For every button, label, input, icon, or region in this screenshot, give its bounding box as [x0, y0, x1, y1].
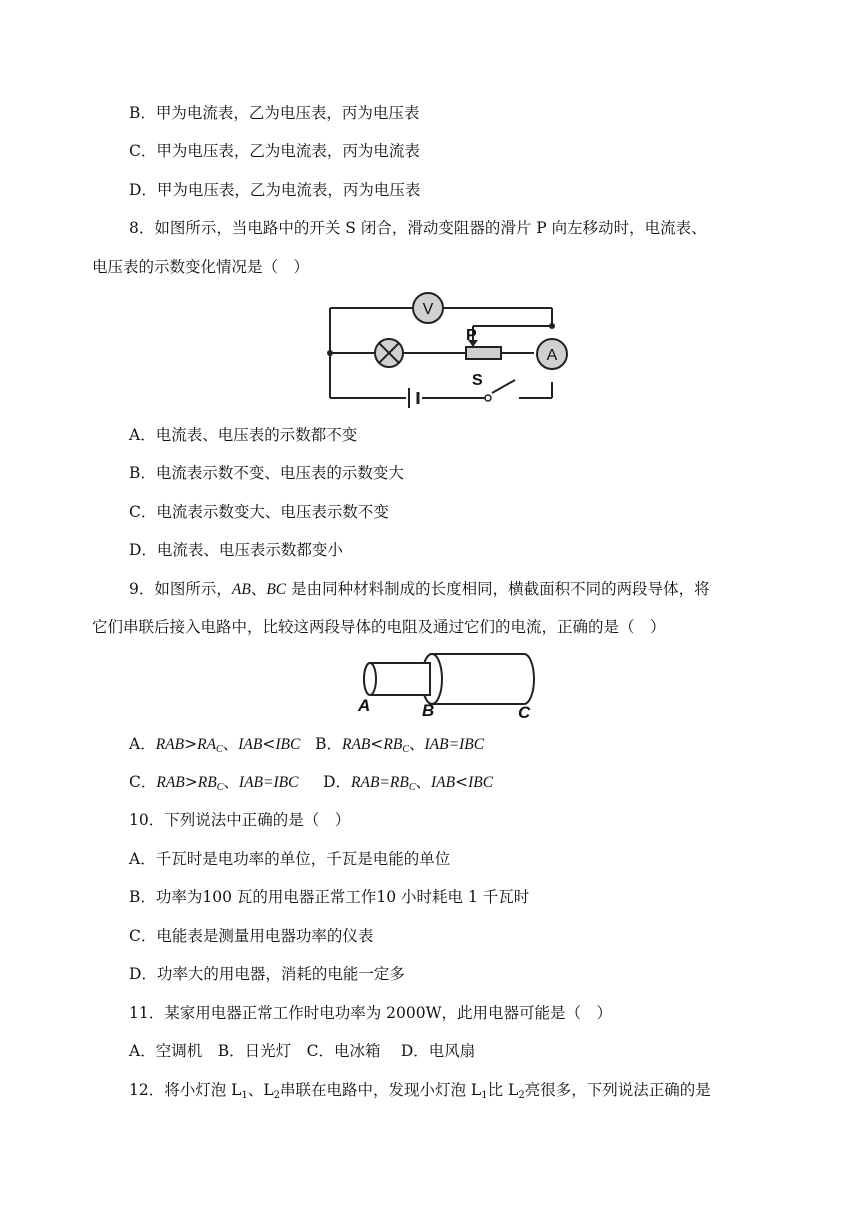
q12-stem: 12．将小灯泡 $L_1$、$L_2$串联在电路中，发现小灯泡 $L_1$比 $L_2$亮很多，下列说法正确的是: [129, 1081, 711, 1101]
q8-option-c: C．电流表示数变大、电压表示数不变: [129, 503, 389, 521]
rheostat-symbol: [466, 347, 501, 359]
q8-circuit-diagram: [320, 290, 580, 415]
conductor-ab: AB: [231, 581, 251, 598]
label-c: C: [518, 703, 531, 722]
q9-options-ab: A．$RAB>RA_C$、IAB<IBC B．$RAB<RB_C$、IAB=IBC: [129, 735, 485, 755]
q7-option-d: D．甲为电压表，乙为电流表，丙为电压表: [129, 181, 421, 199]
q8-option-a: A．电流表、电压表的示数都不变: [129, 426, 358, 444]
q8-option-d: D．电流表、电压表示数都变小: [129, 541, 343, 559]
q8-stem-line1: 8．如图所示，当电路中的开关 S 闭合，滑动变阻器的滑片 P 向左移动时，电流表、: [129, 219, 707, 237]
q9-conductor-diagram: [352, 646, 547, 722]
q10-option-a: A．千瓦时是电功率的单位，千瓦是电能的单位: [129, 850, 451, 868]
conductor-bc: BC: [266, 581, 287, 598]
q11-stem: 11．某家用电器正常工作时电功率为 2000W，此用电器可能是（ ）: [129, 1004, 613, 1022]
voltmeter-label: V: [422, 301, 434, 318]
label-b: B: [422, 701, 435, 720]
label-a: A: [358, 696, 371, 715]
q7-option-b: B．甲为电流表，乙为电压表，丙为电压表: [129, 104, 420, 122]
q10-option-c: C．电能表是测量用电器功率的仪表: [129, 927, 374, 945]
q10-option-b: B．功率为100 瓦的用电器正常工作10 小时耗电 1 千瓦时: [129, 888, 530, 906]
q11-options: A．空调机 B．日光灯 C．电冰箱 D．电风扇: [129, 1042, 476, 1060]
q7-option-c: C．甲为电压表，乙为电流表，丙为电流表: [129, 142, 420, 160]
switch-label: S: [472, 372, 483, 389]
q9-stem-line2: 它们串联后接入电路中，比较这两段导体的电阻及通过它们的电流，正确的是（ ）: [92, 618, 666, 636]
q9-stem-line1: 9．如图所示，AB、BC 是由同种材料制成的长度相同，横截面积不同的两段导体，将: [129, 580, 710, 598]
q10-stem: 10．下列说法中正确的是（ ）: [129, 811, 351, 829]
slider-label: P: [466, 327, 477, 344]
q8-stem-line2: 电压表的示数变化情况是（ ）: [92, 258, 310, 276]
switch-contact: [485, 395, 491, 401]
ammeter-label: A: [546, 347, 558, 364]
q9-options-cd: C．$RAB>RB_C$、IAB=IBC D．$RAB=RB_C$、IAB<IBC: [129, 773, 494, 793]
q10-option-d: D．功率大的用电器，消耗的电能一定多: [129, 965, 405, 983]
q8-option-b: B．电流表示数不变、电压表的示数变大: [129, 464, 404, 482]
